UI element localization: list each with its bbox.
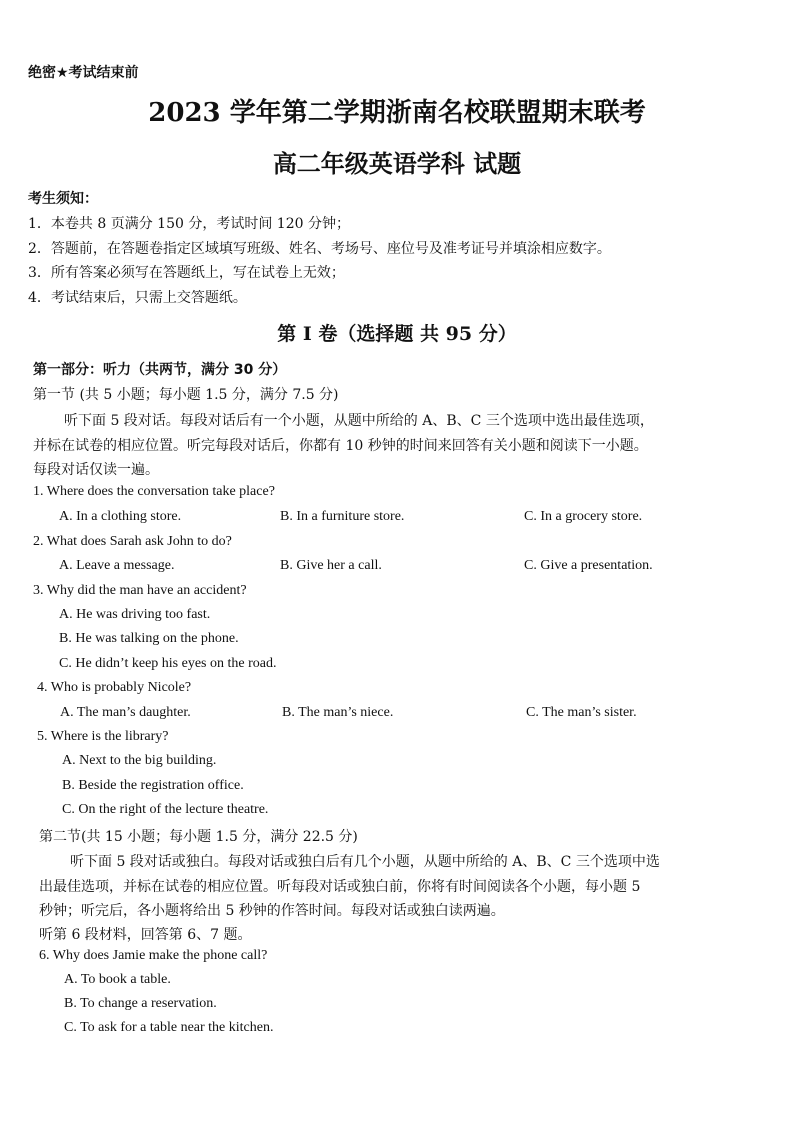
exam-subtitle: 高二年级英语学科 试题 bbox=[272, 149, 522, 178]
section1-instruction-3: 每段对话仅读一遍。 bbox=[33, 462, 159, 478]
q4-option-b: B. The man’s niece. bbox=[282, 705, 394, 720]
q5-option-a: A. Next to the big building. bbox=[62, 753, 217, 768]
q2-option-b: B. Give her a call. bbox=[280, 558, 382, 573]
notice-item-4: 4．考试结束后，只需上交答题纸。 bbox=[28, 290, 247, 306]
question-6: 6. Why does Jamie make the phone call? bbox=[39, 948, 268, 963]
q6-option-c: C. To ask for a table near the kitchen. bbox=[64, 1020, 274, 1035]
q5-option-b: B. Beside the registration office. bbox=[62, 778, 244, 793]
q6-option-a: A. To book a table. bbox=[64, 972, 171, 987]
section1-instruction-1: 听下面 5 段对话。每段对话后有一个小题，从题中所给的 A、B、C 三个选项中选出最佳选项， bbox=[64, 413, 654, 429]
question-4: 4. Who is probably Nicole? bbox=[37, 680, 192, 695]
notice-heading: 考生须知： bbox=[28, 191, 98, 207]
q4-option-a: A. The man’s daughter. bbox=[60, 705, 191, 720]
question-5: 5. Where is the library? bbox=[37, 729, 169, 744]
q3-option-b: B. He was talking on the phone. bbox=[59, 631, 239, 646]
listening-heading: 第一部分：听力（共两节，满分 30 分） bbox=[33, 362, 287, 378]
notice-item-1: 1．本卷共 8 页满分 150 分，考试时间 120 分钟； bbox=[28, 216, 350, 232]
section1-subheading: 第一节 (共 5 小题；每小题 1.5 分，满分 7.5 分) bbox=[33, 387, 339, 403]
q2-option-c: C. Give a presentation. bbox=[524, 558, 653, 573]
exam-title: 2023 学年第二学期浙南名校联盟期末联考 bbox=[148, 98, 646, 128]
q3-option-c: C. He didn’t keep his eyes on the road. bbox=[59, 656, 277, 671]
section2-instruction-1: 听下面 5 段对话或独白。每段对话或独白后有几个小题，从题中所给的 A、B、C 三个选项中选 bbox=[70, 854, 660, 870]
section2-subheading: 第二节(共 15 小题；每小题 1.5 分，满分 22.5 分) bbox=[39, 829, 358, 845]
confidential-label: 绝密★考试结束前 bbox=[28, 65, 139, 81]
section2-instruction-3: 秒钟；听完后，各小题将给出 5 秒钟的作答时间。每段对话或独白读两遍。 bbox=[39, 903, 505, 919]
notice-item-3: 3．所有答案必须写在答题纸上，写在试卷上无效； bbox=[28, 265, 345, 281]
part-title: 第 I 卷（选择题 共 95 分） bbox=[277, 323, 517, 345]
section2-instruction-2: 出最佳选项，并标在试卷的相应位置。听每段对话或独白前，你将有时间阅读各个小题，每小题 5 bbox=[39, 879, 641, 895]
q1-option-c: C. In a grocery store. bbox=[524, 509, 643, 524]
q1-option-b: B. In a furniture store. bbox=[280, 509, 405, 524]
q1-option-a: A. In a clothing store. bbox=[59, 509, 182, 524]
question-3: 3. Why did the man have an accident? bbox=[33, 583, 247, 598]
material-note: 听第 6 段材料，回答第 6、7 题。 bbox=[39, 927, 252, 943]
notice-item-2: 2．答题前，在答题卷指定区域填写班级、姓名、考场号、座位号及准考证号并填涂相应数字。 bbox=[28, 241, 611, 257]
section1-instruction-2: 并标在试卷的相应位置。听完每段对话后，你都有 10 秒钟的时间来回答有关小题和阅读下一小题。 bbox=[33, 438, 648, 454]
q5-option-c: C. On the right of the lecture theatre. bbox=[62, 802, 269, 817]
q4-option-c: C. The man’s sister. bbox=[526, 705, 637, 720]
q6-option-b: B. To change a reservation. bbox=[64, 996, 217, 1011]
question-2: 2. What does Sarah ask John to do? bbox=[33, 534, 232, 549]
question-1: 1. Where does the conversation take place? bbox=[33, 484, 275, 499]
q3-option-a: A. He was driving too fast. bbox=[59, 607, 211, 622]
q2-option-a: A. Leave a message. bbox=[59, 558, 175, 573]
